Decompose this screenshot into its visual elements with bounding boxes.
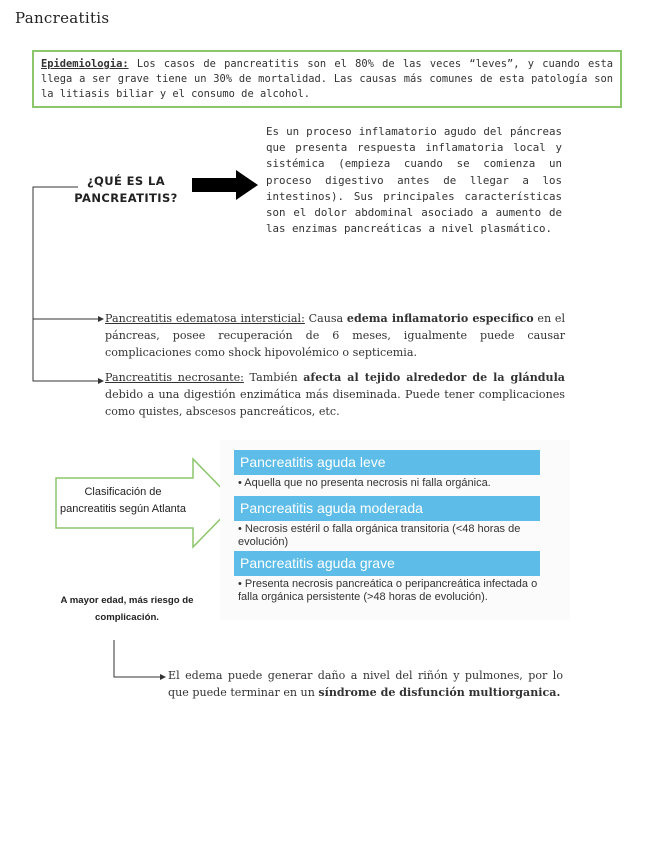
epidemiology-label: Epidemiologia:: [41, 58, 129, 70]
edema-note-bold: síndrome de disfunción multiorganica.: [318, 686, 561, 699]
classification-line-1: Clasificación de: [84, 486, 162, 498]
arrowhead-1-icon: [98, 316, 104, 322]
type-edematosa-bold: edema inflamatorio especifico: [346, 312, 534, 325]
big-arrow-icon: [192, 170, 258, 200]
type-edematosa-pre: Causa: [304, 312, 347, 325]
atlanta-moderada-header: Pancreatitis aguda moderada: [234, 496, 540, 521]
edema-note-text: El edema puede generar daño a nivel del riñón y pulmones, por lo que puede terminar en un: [168, 669, 563, 699]
atlanta-leve-header: Pancreatitis aguda leve: [234, 450, 540, 475]
age-note-line-1: A mayor edad, más riesgo de: [60, 595, 194, 606]
type-edematosa: [105, 310, 565, 361]
definition-text: Es un proceso inflamatorio agudo del páncreas que presenta respuesta inflamatoria local y sistémica (empieza cuando se comienza un proceso digestivo antes de llegar a los intestinos). Sus principales características son el dolor abdominal asociado a aumento de las enzimas pancreáticas a nivel plasmático.: [266, 125, 562, 236]
age-note: [52, 592, 202, 626]
age-note-line-2: complicación.: [95, 612, 159, 623]
bracket-line: [33, 187, 98, 381]
atlanta-grave-header: Pancreatitis aguda grave: [234, 551, 540, 576]
page-title: Pancreatitis: [15, 9, 110, 27]
question-heading: [58, 173, 194, 207]
atlanta-grave-desc: • Presenta necrosis pancreática o peripancreática infectada o falla orgánica persistente (>48 horas de evolución).: [238, 578, 538, 603]
atlanta-leve-desc: • Aquella que no presenta necrosis ni falla orgánica.: [238, 477, 491, 489]
arrowhead-3-icon: [160, 674, 166, 680]
atlanta-panel: [220, 440, 570, 620]
type-edematosa-post: en el páncreas, posee recuperación de 6 meses, igualmente puede causar complicaciones como shock hipovolémico o septicemia.: [105, 312, 566, 359]
edema-connector: [114, 640, 160, 677]
question-line-2: PANCREATITIS?: [74, 191, 178, 205]
classification-label: [60, 484, 186, 518]
type-edematosa-name: Pancreatitis edematosa intersticial:: [105, 312, 305, 325]
epidemiology-text: Los casos de pancreatitis son el 80% de las veces “leves”, y cuando esta llega a ser grave tiene un 30% de mortalidad. Las causas más comunes de esta patología son la litiasis biliar y el consumo de alcohol.: [41, 58, 613, 100]
atlanta-moderada-desc: • Necrosis estéril o falla orgánica transitoria (<48 horas de evolución): [238, 523, 521, 548]
type-necrosante-bold: afecta al tejido alrededor de la glándula: [303, 371, 565, 384]
type-necrosante: [105, 369, 565, 420]
type-necrosante-post: debido a una digestión enzimática más diseminada. Puede tener complicaciones como quistes, abscesos pancreáticos, etc.: [105, 388, 565, 418]
type-necrosante-pre: También: [243, 371, 304, 384]
type-necrosante-name: Pancreatitis necrosante:: [105, 371, 244, 384]
question-line-1: ¿QUÉ ES LA: [86, 174, 165, 188]
arrowhead-2-icon: [98, 378, 104, 384]
edema-note: [168, 667, 563, 701]
classification-line-2: pancreatitis según Atlanta: [60, 503, 186, 515]
